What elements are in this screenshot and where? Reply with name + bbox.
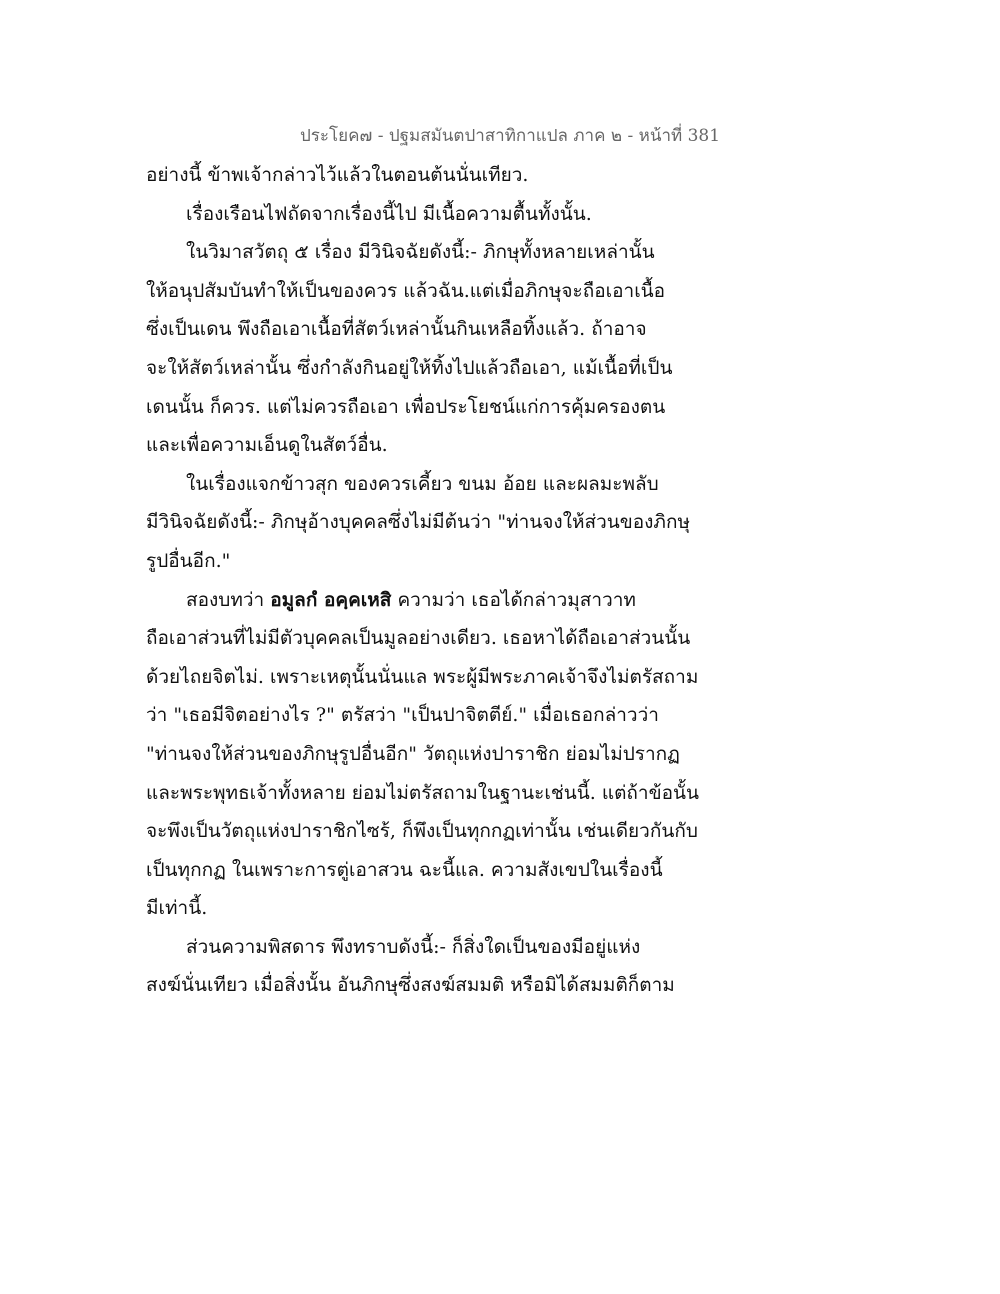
para-rest: ความว่า เธอได้กล่าวมุสาวาท <box>391 588 636 611</box>
text-line: และพระพุทธเจ้าทั้งหลาย ย่อมไม่ตรัสถามในฐานะเช่นนี้. แต่ถ้าข้อนั้น <box>146 781 699 804</box>
text-line: "ท่านจงให้ส่วนของภิกษุรูปอื่นอีก" วัตถุแห่งปาราชิก ย่อมไม่ปรากฏ <box>146 742 680 765</box>
text-line: เรื่องเรือนไฟถัดจากเรื่องนี้ไป มีเนื้อความตื้นทั้งนั้น. <box>186 202 592 225</box>
text-line: ซึ่งเป็นเดน พึงถือเอาเนื้อที่สัตว์เหล่านั้นกินเหลือทิ้งแล้ว. ถ้าอาจ <box>146 318 647 341</box>
text-line: ให้อนุปสัมบันทำให้เป็นของควร แล้วฉัน.แต่เมื่อภิกษุจะถือเอาเนื้อ <box>146 279 666 302</box>
text-line-with-term <box>146 585 706 624</box>
text-line: ในเรื่องแจกข้าวสุก ของควรเคี้ยว ขนม อ้อย และผลมะพลับ <box>186 472 659 495</box>
text-line: มีเท่านี้. <box>146 897 208 920</box>
text-line: มีวินิจฉัยดังนี้:- ภิกษุอ้างบุคคลซึ่งไม่มีต้นว่า "ท่านจงให้ส่วนของภิกษุ <box>146 511 690 534</box>
text-line: สงฆ์นั่นเทียว เมื่อสิ่งนั้น อันภิกษุซึ่งสงฆ์สมมติ หรือมิได้สมมติก็ตาม <box>146 974 675 997</box>
text-line: ส่วนความพิสดาร พึงทราบดังนี้:- ก็สิ่งใดเป็นของมีอยู่แห่ง <box>186 935 641 958</box>
pali-term: อมูลกํ อคฺคเหสิ <box>270 588 392 611</box>
text-line: เป็นทุกกฏ ในเพราะการตู่เอาสวน ฉะนี้แล. ความสังเขปในเรื่องนี้ <box>146 858 663 881</box>
body-text <box>146 160 706 1009</box>
text-line: ในวิมาสวัตถุ ๕ เรื่อง มีวินิจฉัยดังนี้:- ภิกษุทั้งหลายเหล่านั้น <box>186 241 655 264</box>
text-line: ว่า "เธอมีจิตอย่างไร ?" ตรัสว่า "เป็นปาจิตตีย์." เมื่อเธอกล่าวว่า <box>146 704 659 727</box>
text-line: จะพึงเป็นวัตถุแห่งปาราชิกไซร้, ก็พึงเป็นทุกกฏเท่านั้น เช่นเดียวกันกับ <box>146 820 698 843</box>
text-line: ถือเอาส่วนที่ไม่มีตัวบุคคลเป็นมูลอย่างเดียว. เธอหาได้ถือเอาส่วนนั้น <box>146 627 691 650</box>
text-line: รูปอื่นอีก." <box>146 549 231 572</box>
para-lead: สองบทว่า <box>186 588 271 611</box>
text-line: และเพื่อความเอ็นดูในสัตว์อื่น. <box>146 434 388 457</box>
text-line: จะให้สัตว์เหล่านั้น ซึ่งกำลังกินอยู่ให้ทิ้งไปแล้วถือเอา, แม้เนื้อที่เป็น <box>146 356 673 379</box>
text-line: อย่างนี้ ข้าพเจ้ากล่าวไว้แล้วในตอนต้นนั่นเทียว. <box>146 164 529 186</box>
running-header: ประโยค๗ - ปฐมสมันตปาสาทิกาแปล ภาค ๒ - หน้าที่ 381 <box>300 126 721 146</box>
text-line: ด้วยไถยจิตไม่. เพราะเหตุนั้นนั่นแล พระผู้มีพระภาคเจ้าจึงไม่ตรัสถาม <box>146 665 699 688</box>
text-line: เดนนั้น ก็ควร. แต่ไม่ควรถือเอา เพื่อประโยชน์แก่การคุ้มครองตน <box>146 395 666 418</box>
